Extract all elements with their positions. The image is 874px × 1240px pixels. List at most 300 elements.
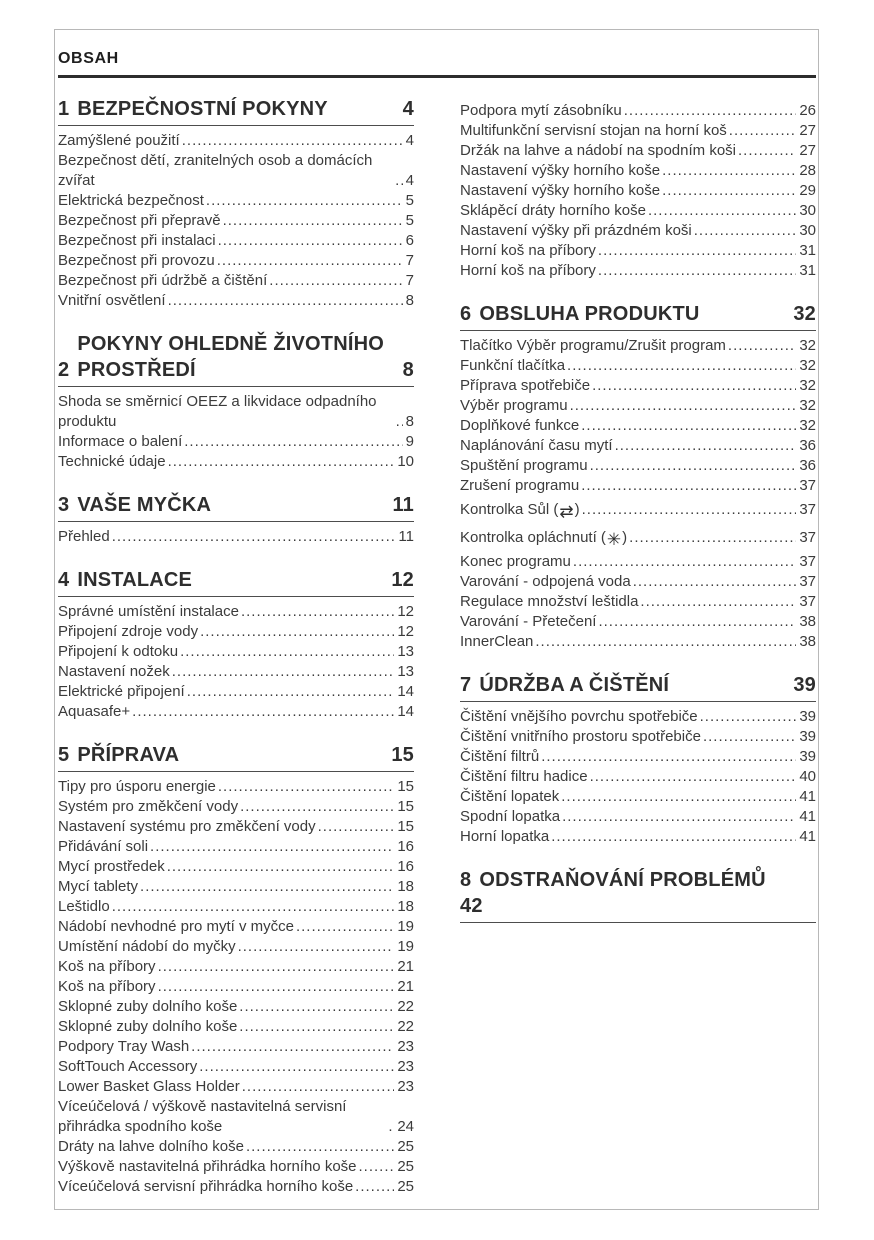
toc-entry-page-number: 21	[397, 958, 414, 975]
toc-entry	[58, 622, 414, 642]
toc-entry	[460, 767, 816, 787]
toc-entry-page-number: 14	[397, 703, 414, 720]
toc-entry-label: Příprava spotřebiče	[460, 377, 591, 394]
toc-entry-label: Spodní lopatka	[460, 808, 561, 825]
toc-entry-page-number: 32	[799, 417, 816, 434]
section-heading	[58, 492, 414, 522]
toc-entry-label: Funkční tlačítka	[460, 357, 566, 374]
toc-entry-label: Leštidlo	[58, 898, 110, 915]
dot-leader	[200, 622, 394, 642]
dot-leader	[581, 476, 796, 496]
toc-entry-label: Výškově nastavitelná přihrádka horního koše	[58, 1158, 357, 1175]
dot-leader	[598, 261, 796, 281]
toc-entry-label: Technické údaje	[58, 453, 166, 470]
section-title: VAŠE MYČKA	[77, 494, 212, 516]
toc-entry	[58, 211, 414, 231]
toc-entry-label: Varování - Přetečení	[460, 613, 597, 630]
toc-entry-page-number: 37	[799, 573, 816, 590]
toc-entry-label: Nastavení nožek	[58, 663, 170, 680]
toc-entry-label: Připojení zdroje vody	[58, 623, 199, 640]
section-heading	[58, 331, 414, 387]
toc-entry-label: Nádobí nevhodné pro mytí v myčce	[58, 918, 294, 935]
toc-entry-label: Připojení k odtoku	[58, 643, 179, 660]
dot-leader	[388, 1117, 394, 1137]
toc-section	[58, 96, 414, 311]
toc-entry	[58, 1157, 414, 1177]
toc-entry-label: Bezpečnost při přepravě	[58, 212, 221, 229]
toc-entry	[460, 181, 816, 201]
toc-entry-page-number: 24	[397, 1118, 414, 1135]
toc-column	[58, 96, 414, 1197]
toc-entry-label: Nastavení výšky při prázdném koši	[460, 222, 692, 239]
toc-entry-page-number: 30	[799, 222, 816, 239]
toc-entry-label: Dráty na lahve dolního koše	[58, 1138, 244, 1155]
section-number: 1	[58, 98, 70, 120]
toc-entry-label: Bezpečnost při údržbě a čištění	[58, 272, 268, 289]
dot-leader	[648, 201, 796, 221]
section-heading	[58, 96, 414, 126]
toc-columns	[58, 96, 816, 1197]
toc-entry	[58, 131, 414, 151]
toc-entry	[58, 917, 414, 937]
section-number: 8	[460, 869, 472, 891]
toc-entry-label: Horní lopatka	[460, 828, 550, 845]
toc-entry-page-number: 40	[799, 768, 816, 785]
dot-leader	[112, 897, 395, 917]
toc-entry-page-number: 8	[405, 413, 414, 430]
section-number: 5	[58, 744, 70, 766]
toc-entry-label: Naplánování času mytí	[460, 437, 613, 454]
toc-entry-page-number: 32	[799, 397, 816, 414]
toc-entry-label: Systém pro změkčení vody	[58, 798, 239, 815]
dot-leader	[318, 817, 395, 837]
dot-leader	[624, 101, 797, 121]
toc-entry-label-after: )	[622, 529, 628, 546]
toc-entry-list	[58, 527, 414, 547]
dot-leader	[570, 396, 797, 416]
toc-entry-list	[460, 336, 816, 652]
section-number: 2	[58, 359, 70, 381]
dot-leader	[238, 937, 395, 957]
toc-entry	[58, 271, 414, 291]
toc-entry	[460, 524, 816, 552]
toc-entry	[460, 336, 816, 356]
section-title: OBSLUHA PRODUKTU	[479, 303, 700, 325]
toc-entry-page-number: 10	[397, 453, 414, 470]
dot-leader	[158, 957, 395, 977]
toc-section	[58, 742, 414, 1197]
toc-entry	[460, 241, 816, 261]
toc-entry-label: Lower Basket Glass Holder	[58, 1078, 240, 1095]
toc-entry-label-after: )	[574, 501, 580, 518]
dot-leader	[182, 131, 403, 151]
toc-entry	[460, 807, 816, 827]
dot-leader	[395, 171, 403, 191]
dot-leader	[187, 682, 395, 702]
section-title: POKYNY OHLEDNĚ ŽIVOTNÍHO PROSTŘEDÍ	[77, 333, 385, 381]
toc-entry	[58, 1177, 414, 1197]
toc-entry	[460, 787, 816, 807]
toc-entry-label: InnerClean	[460, 633, 534, 650]
toc-entry-label: Správné umístění instalace	[58, 603, 239, 620]
toc-entry-label: Sklopné zuby dolního koše	[58, 1018, 238, 1035]
dot-leader	[582, 500, 797, 520]
toc-entry	[58, 642, 414, 662]
toc-entry-page-number: 28	[799, 162, 816, 179]
toc-entry-label: Informace o balení	[58, 433, 183, 450]
toc-entry-page-number: 18	[397, 878, 414, 895]
toc-entry-page-number: 8	[405, 292, 414, 309]
toc-section	[58, 492, 414, 547]
toc-entry-label: Víceúčelová servisní přihrádka horního koše	[58, 1178, 354, 1195]
toc-entry	[58, 797, 414, 817]
toc-entry-page-number: 13	[397, 663, 414, 680]
dot-leader	[172, 662, 395, 682]
toc-entry	[58, 897, 414, 917]
toc-entry-page-number: 23	[397, 1038, 414, 1055]
dot-leader	[241, 602, 394, 622]
dot-leader	[694, 221, 797, 241]
toc-entry-page-number: 27	[799, 142, 816, 159]
toc-entry-label: Přidávání soli	[58, 838, 149, 855]
toc-entry-page-number: 23	[397, 1078, 414, 1095]
toc-entry-label: Mycí tablety	[58, 878, 139, 895]
toc-entry	[460, 827, 816, 847]
dot-leader	[184, 432, 402, 452]
dot-leader	[703, 727, 796, 747]
dot-leader	[150, 837, 394, 857]
toc-entry	[58, 877, 414, 897]
dot-leader	[573, 552, 796, 572]
toc-entry-page-number: 39	[799, 748, 816, 765]
toc-entry-page-number: 37	[799, 553, 816, 570]
dot-leader	[633, 572, 797, 592]
dot-leader	[180, 642, 394, 662]
dot-leader	[598, 612, 796, 632]
title-rule	[58, 75, 816, 78]
toc-entry-label: Bezpečnost dětí, zranitelných osob a domácích zvířat	[58, 152, 373, 189]
toc-entry-page-number: 31	[799, 242, 816, 259]
toc-entry	[58, 602, 414, 622]
toc-entry	[460, 436, 816, 456]
dot-leader	[168, 452, 395, 472]
toc-entry	[58, 857, 414, 877]
dot-leader	[239, 997, 394, 1017]
toc-entry-page-number: 7	[405, 252, 414, 269]
salt-indicator-icon: ⇄	[559, 502, 574, 521]
toc-entry	[58, 432, 414, 452]
toc-entry-label: Spuštění programu	[460, 457, 588, 474]
toc-entry	[460, 221, 816, 241]
toc-entry-page-number: 37	[799, 593, 816, 610]
dot-leader	[269, 271, 402, 291]
toc-entry	[58, 1017, 414, 1037]
toc-entry	[58, 777, 414, 797]
dot-leader	[218, 777, 394, 797]
toc-entry	[58, 291, 414, 311]
toc-section	[460, 867, 816, 923]
toc-entry-label: Vnitřní osvětlení	[58, 292, 166, 309]
dot-leader	[355, 1177, 394, 1197]
toc-entry	[58, 452, 414, 472]
toc-entry-label: Koš na příbory	[58, 958, 156, 975]
toc-entry-label: Podpory Tray Wash	[58, 1038, 190, 1055]
dot-leader	[112, 527, 396, 547]
toc-entry	[58, 1097, 414, 1137]
dot-leader	[132, 702, 394, 722]
toc-entry	[58, 997, 414, 1017]
toc-entry	[460, 747, 816, 767]
section-page-number: 39	[793, 674, 816, 696]
dot-leader	[615, 436, 797, 456]
toc-column	[460, 96, 816, 1197]
toc-entry-list	[58, 602, 414, 722]
rinse-indicator-icon: ✳	[606, 530, 622, 549]
toc-entry-page-number: 25	[397, 1138, 414, 1155]
section-heading	[58, 567, 414, 597]
section-heading	[460, 867, 816, 923]
toc-entry-label: Držák na lahve a nádobí na spodním koši	[460, 142, 736, 159]
toc-entry	[460, 101, 816, 121]
toc-entry	[460, 496, 816, 524]
toc-entry	[460, 592, 816, 612]
section-heading	[460, 672, 816, 702]
toc-entry	[58, 191, 414, 211]
toc-entry	[460, 632, 816, 652]
toc-entry-page-number: 31	[799, 262, 816, 279]
toc-entry-page-number: 41	[799, 828, 816, 845]
toc-entry	[460, 476, 816, 496]
section-page-number: 15	[391, 744, 414, 766]
dot-leader	[541, 747, 796, 767]
dot-leader	[728, 336, 796, 356]
toc-entry	[460, 161, 816, 181]
toc-entry-label: Shoda se směrnicí OEEZ a likvidace odpadního produktu	[58, 393, 377, 430]
toc-entry-label: Umístění nádobí do myčky	[58, 938, 236, 955]
toc-entry-page-number: 18	[397, 898, 414, 915]
toc-entry-label: Čištění filtru hadice	[460, 768, 588, 785]
toc-entry-label: Konec programu	[460, 553, 571, 570]
toc-entry-label: Koš na příbory	[58, 978, 156, 995]
toc-entry-page-number: 39	[799, 728, 816, 745]
toc-entry-label: Bezpečnost při provozu	[58, 252, 215, 269]
section-page-number: 32	[793, 303, 816, 325]
toc-entry-page-number: 37	[799, 501, 816, 518]
toc-entry-page-number: 4	[405, 172, 414, 189]
section-number: 4	[58, 569, 70, 591]
toc-section	[58, 567, 414, 722]
toc-entry-label: Podpora mytí zásobníku	[460, 102, 622, 119]
toc-entry	[58, 392, 414, 432]
section-heading	[460, 301, 816, 331]
toc-entry-list	[58, 131, 414, 311]
toc-entry	[58, 837, 414, 857]
dot-leader	[729, 121, 797, 141]
dot-leader	[296, 917, 394, 937]
toc-entry	[460, 376, 816, 396]
toc-entry-label: Varování - odpojená voda	[460, 573, 631, 590]
dot-leader	[629, 528, 796, 548]
toc-entry-label: Regulace množství leštidla	[460, 593, 639, 610]
toc-entry-list	[460, 707, 816, 847]
dot-leader	[246, 1137, 394, 1157]
dot-leader	[191, 1037, 394, 1057]
toc-entry	[460, 612, 816, 632]
dot-leader	[396, 412, 403, 432]
dot-leader	[590, 767, 797, 787]
section-title: BEZPEČNOSTNÍ POKYNY	[77, 98, 328, 120]
toc-entry	[460, 121, 816, 141]
toc-entry-page-number: 12	[397, 603, 414, 620]
toc-entry-label: Čištění vnějšího povrchu spotřebiče	[460, 708, 698, 725]
dot-leader	[640, 592, 796, 612]
toc-entry-label: Horní koš na příbory	[460, 262, 596, 279]
toc-entry-page-number: 27	[799, 122, 816, 139]
toc-entry	[58, 1077, 414, 1097]
dot-leader	[562, 807, 796, 827]
dot-leader	[167, 857, 395, 877]
toc-entry-page-number: 36	[799, 437, 816, 454]
toc-entry-page-number: 32	[799, 337, 816, 354]
dot-leader	[581, 416, 796, 436]
toc-entry	[58, 817, 414, 837]
toc-entry	[460, 141, 816, 161]
toc-entry-label: Čištění filtrů	[460, 748, 540, 765]
toc-entry-page-number: 5	[405, 212, 414, 229]
toc-entry	[460, 201, 816, 221]
section-title: PŘÍPRAVA	[77, 744, 180, 766]
toc-section-continuation	[460, 101, 816, 281]
toc-entry-label: Čištění vnitřního prostoru spotřebiče	[460, 728, 701, 745]
toc-entry-page-number: 15	[397, 778, 414, 795]
toc-entry-page-number: 37	[799, 477, 816, 494]
toc-entry-page-number: 39	[799, 708, 816, 725]
toc-entry	[460, 396, 816, 416]
toc-entry-page-number: 25	[397, 1178, 414, 1195]
toc-entry-label: Elektrické připojení	[58, 683, 185, 700]
toc-entry	[58, 937, 414, 957]
dot-leader	[217, 251, 403, 271]
dot-leader	[590, 456, 797, 476]
toc-entry-page-number: 19	[397, 918, 414, 935]
toc-entry	[58, 1037, 414, 1057]
page-title: OBSAH	[58, 50, 119, 67]
toc-section	[460, 672, 816, 847]
dot-leader	[598, 241, 796, 261]
toc-entry-label: Výběr programu	[460, 397, 568, 414]
toc-entry-page-number: 25	[397, 1158, 414, 1175]
toc-entry	[58, 977, 414, 997]
toc-entry-page-number: 37	[799, 529, 816, 546]
toc-entry	[460, 416, 816, 436]
section-page-number: 12	[391, 569, 414, 591]
toc-entry-page-number: 19	[397, 938, 414, 955]
section-number: 7	[460, 674, 472, 696]
toc-entry	[460, 552, 816, 572]
toc-entry	[58, 1057, 414, 1077]
dot-leader	[359, 1157, 395, 1177]
toc-entry-label: Sklopné zuby dolního koše	[58, 998, 238, 1015]
toc-entry-page-number: 4	[405, 132, 414, 149]
toc-entry	[460, 572, 816, 592]
toc-entry-page-number: 12	[397, 623, 414, 640]
toc-entry	[460, 727, 816, 747]
toc-entry-page-number: 16	[397, 838, 414, 855]
toc-entry-label: Kontrolka Sůl (	[460, 501, 559, 518]
section-title: INSTALACE	[77, 569, 193, 591]
toc-entry-page-number: 15	[397, 818, 414, 835]
dot-leader	[662, 161, 796, 181]
toc-entry-label: Přehled	[58, 528, 110, 545]
toc-entry-label: Aquasafe+	[58, 703, 131, 720]
toc-entry-page-number: 6	[405, 232, 414, 249]
toc-entry	[460, 261, 816, 281]
toc-entry-page-number: 22	[397, 998, 414, 1015]
section-page-number: 8	[402, 359, 414, 381]
dot-leader	[240, 797, 394, 817]
dot-leader	[738, 141, 796, 161]
section-title: ÚDRŽBA A ČIŠTĚNÍ	[479, 674, 670, 696]
toc-entry	[58, 251, 414, 271]
toc-entry	[58, 527, 414, 547]
dot-leader	[168, 291, 403, 311]
dot-leader	[592, 376, 796, 396]
dot-leader	[206, 191, 403, 211]
toc-entry-page-number: 11	[398, 528, 414, 545]
toc-entry-page-number: 32	[799, 357, 816, 374]
toc-entry	[460, 356, 816, 376]
dot-leader	[567, 356, 796, 376]
dot-leader	[218, 231, 403, 251]
dot-leader	[239, 1017, 394, 1037]
dot-leader	[662, 181, 796, 201]
toc-entry-label: Nastavení výšky horního koše	[460, 162, 661, 179]
toc-entry-page-number: 5	[405, 192, 414, 209]
toc-entry	[58, 702, 414, 722]
toc-entry-page-number: 41	[799, 788, 816, 805]
toc-entry-label: Bezpečnost při instalaci	[58, 232, 216, 249]
toc-entry-page-number: 41	[799, 808, 816, 825]
dot-leader	[561, 787, 796, 807]
dot-leader	[700, 707, 797, 727]
dot-leader	[158, 977, 395, 997]
toc-entry-label: Čištění lopatek	[460, 788, 560, 805]
toc-section	[460, 301, 816, 652]
dot-leader	[199, 1057, 394, 1077]
toc-entry	[58, 1137, 414, 1157]
toc-entry-page-number: 30	[799, 202, 816, 219]
section-number: 3	[58, 494, 70, 516]
toc-entry-label: Mycí prostředek	[58, 858, 165, 875]
section-number: 6	[460, 303, 472, 325]
section-page-number: 42	[460, 895, 483, 917]
toc-entry-page-number: 29	[799, 182, 816, 199]
toc-entry-page-number: 32	[799, 377, 816, 394]
toc-entry-page-number: 14	[397, 683, 414, 700]
toc-entry-page-number: 21	[397, 978, 414, 995]
toc-entry-page-number: 7	[405, 272, 414, 289]
toc-entry-page-number: 38	[799, 613, 816, 630]
section-heading	[58, 742, 414, 772]
toc-entry-label: Tlačítko Výběr programu/Zrušit program	[460, 337, 726, 354]
toc-entry-list	[58, 392, 414, 472]
toc-entry-page-number: 9	[405, 433, 414, 450]
toc-section	[58, 331, 414, 472]
toc-entry-page-number: 23	[397, 1058, 414, 1075]
toc-entry-page-number: 26	[799, 102, 816, 119]
toc-entry-page-number: 22	[397, 1018, 414, 1035]
toc-entry-page-number: 15	[397, 798, 414, 815]
